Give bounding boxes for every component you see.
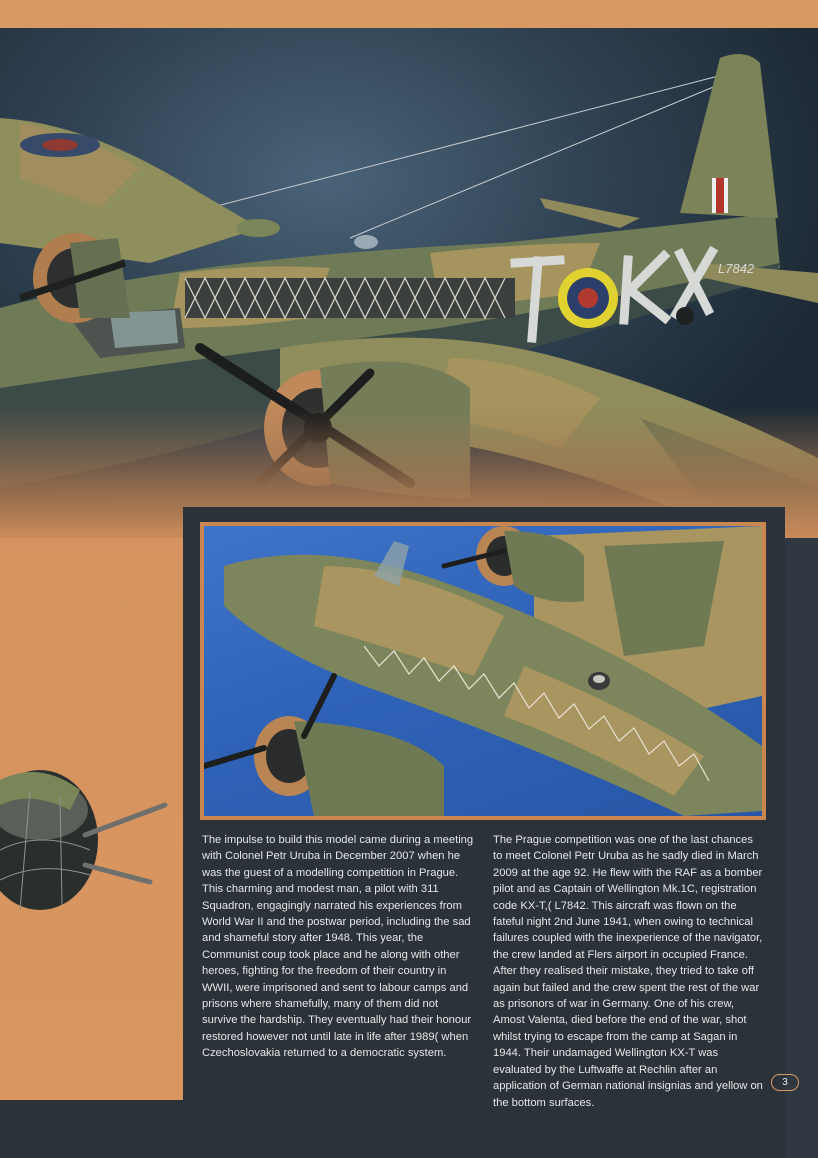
inset-photo [204,526,762,816]
svg-text:L7842: L7842 [718,261,755,276]
top-accent-bar [0,0,818,28]
article-column-2: The Prague competition was one of the last chances to meet Colonel Petr Uruba as he sadly died in March 2009 at the age 92. He flew with the RAF as a bomber pilot and as Captain of Wellington Mk.1C, registration code KX-T,( L7842. This aircraft was flown on the fateful night 2nd June 1941, when owing to technical failures coupled with the inexperience of the navigator, the crew landed at Flers airport in occupied France. After they realised their mistake, they tried to take off again but failed and the crew spent the rest of the war as prisonors of war in Germany. One of his crew, Amost Valenta, died before the end of the war, shot whilst trying to escape from the camp at Sagan in 1944. Their undamaged Wellington KX-T was evaluated by the Luftwaffe at Rechlin after an application of German national insignias and yellow on the bottom surfaces. [493,834,763,1109]
article-column-1: The impulse to build this model came during a meeting with Colonel Petr Uruba in December 2007 when he was the guest of a modelling competition in Prague. This charming and modest man, a pilot with 311 Squadron, engagingly narrated his experiences from World War II and the postwar period, including the sad and shameful story after 1948. This year, the Communist coup took place and he along with other heroes, fighting for the freedom of their country in WWII, were imprisoned and sent to labour camps and prisons where shamefully, many of them did not survive the hardship. They eventually had their honour restored however not until late in life after 1989( when Czechoslovakia returned to a democratic system. [202,834,474,1060]
hero-photo [0,28,818,528]
inset-photo-frame [200,522,766,820]
turret-photo [0,760,183,960]
page-number: 3 [771,1074,799,1091]
